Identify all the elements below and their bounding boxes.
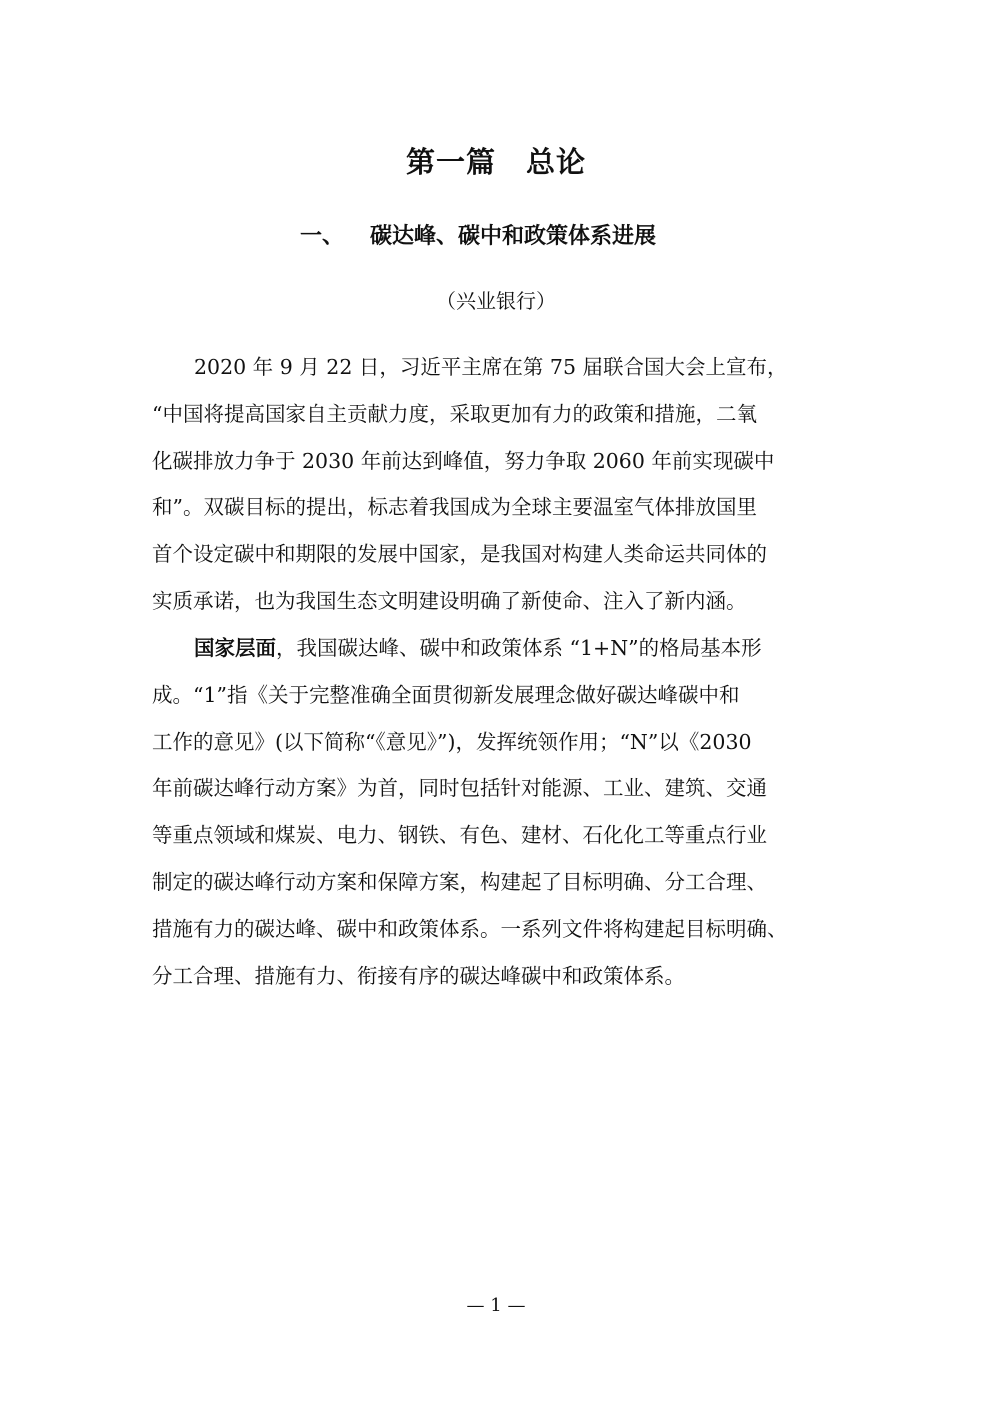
paragraph-lead-bold: 国家层面: [194, 636, 276, 660]
paragraph-1: [152, 344, 844, 625]
paragraph-line: 工作的意见》(以下简称“《意见》”)，发挥统领作用；“N”以《2030: [152, 729, 752, 754]
section-heading-text: 碳达峰、碳中和政策体系进展: [370, 224, 657, 249]
paragraph-line: 等重点领域和煤炭、电力、钢铁、有色、建材、石化化工等重点行业: [152, 823, 767, 848]
section-title: [300, 220, 860, 254]
paragraph-line: 措施有力的碳达峰、碳中和政策体系。一系列文件将构建起目标明确、: [152, 916, 788, 941]
page-number: — 1 —: [466, 1295, 526, 1316]
paragraph-line: “中国将提高国家自主贡献力度，采取更加有力的政策和措施，二氧: [152, 401, 757, 426]
paragraph-line: 成。“1”指《关于完整准确全面贯彻新发展理念做好碳达峰碳中和: [152, 682, 740, 707]
paragraph-first-line: [152, 625, 844, 672]
author-attribution: （兴业银行）: [436, 289, 556, 313]
paragraph-line: 分工合理、措施有力、衔接有序的碳达峰碳中和政策体系。: [152, 963, 685, 988]
paragraph-first-line-rest: ，我国碳达峰、碳中和政策体系 “1+N”的格局基本形: [276, 636, 762, 660]
part-label: 第一篇: [405, 145, 496, 179]
paragraph-2: [152, 625, 844, 999]
paragraph-line: 和”。双碳目标的提出，标志着我国成为全球主要温室气体排放国里: [152, 495, 757, 520]
part-name: 总论: [526, 145, 587, 179]
paragraph-line: 年前碳达峰行动方案》为首，同时包括针对能源、工业、建筑、交通: [152, 776, 767, 801]
section-number: 一、: [300, 224, 345, 249]
paragraph-line: 首个设定碳中和期限的发展中国家，是我国对构建人类命运共同体的: [152, 542, 767, 567]
paragraph-line: 制定的碳达峰行动方案和保障方案，构建起了目标明确、分工合理、: [152, 869, 767, 894]
part-title: [0, 142, 992, 182]
paragraph-line: 化碳排放力争于 2030 年前达到峰值，努力争取 2060 年前实现碳中: [152, 448, 775, 473]
paragraph-line: 实质承诺，也为我国生态文明建设明确了新使命、注入了新内涵。: [152, 588, 747, 613]
paragraph-line: 2020 年 9 月 22 日，习近平主席在第 75 届联合国大会上宣布，: [194, 355, 788, 379]
